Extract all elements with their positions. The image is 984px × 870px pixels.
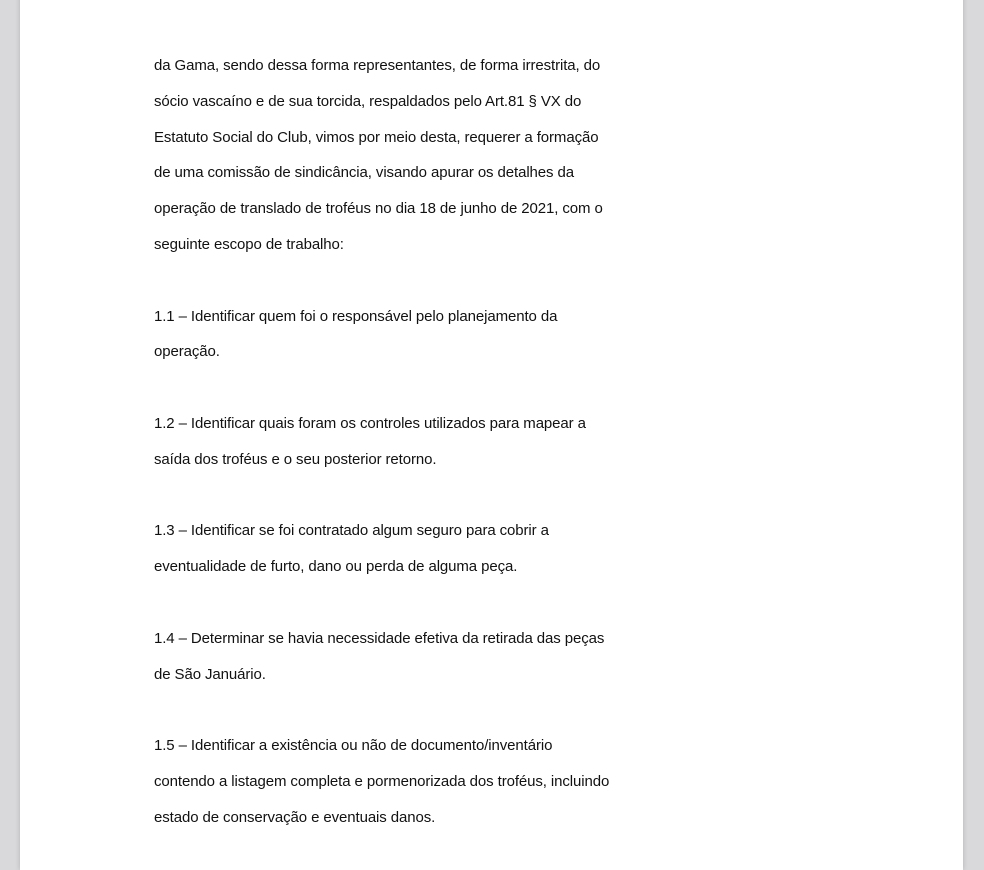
paragraph-spacer <box>154 482 714 518</box>
text-line: eventualidade de furto, dano ou perda de alguma peça. <box>154 558 518 576</box>
text-line: saída dos troféus e o seu posterior retorno. <box>154 450 437 468</box>
scope-item-1-1 <box>154 303 714 375</box>
text-line: 1.3 – Identificar se foi contratado algum seguro para cobrir a <box>154 522 549 540</box>
scope-item-1-2 <box>154 410 714 482</box>
text-line: operação de translado de troféus no dia 18 de junho de 2021, com o <box>154 200 603 218</box>
scope-item-1-4 <box>154 625 714 697</box>
text-line: Estatuto Social do Club, vimos por meio desta, requerer a formação <box>154 128 599 146</box>
scope-item-1-5 <box>154 732 714 839</box>
text-line: contendo a listagem completa e pormenorizada dos troféus, incluindo <box>154 772 610 790</box>
intro-paragraph <box>154 52 714 267</box>
text-line: 1.5 – Identificar a existência ou não de documento/inventário <box>154 737 553 755</box>
text-line: 1.2 – Identificar quais foram os controles utilizados para mapear a <box>154 414 586 432</box>
paragraph-spacer <box>154 267 714 303</box>
text-line: estado de conservação e eventuais danos. <box>154 808 436 826</box>
document-page <box>20 0 963 870</box>
paragraph-spacer <box>154 696 714 732</box>
text-line: de São Januário. <box>154 665 266 683</box>
document-body <box>154 52 714 840</box>
paragraph-spacer <box>154 374 714 410</box>
text-line: seguinte escopo de trabalho: <box>154 235 344 253</box>
paragraph-spacer <box>154 589 714 625</box>
text-line: 1.4 – Determinar se havia necessidade efetiva da retirada das peças <box>154 629 605 647</box>
text-line: da Gama, sendo dessa forma representantes, de forma irrestrita, do <box>154 57 601 74</box>
scope-item-1-3 <box>154 517 714 589</box>
text-line: operação. <box>154 343 220 361</box>
text-line: sócio vascaíno e de sua torcida, respaldados pelo Art.81 § VX do <box>154 92 582 110</box>
text-line: de uma comissão de sindicância, visando apurar os detalhes da <box>154 164 574 182</box>
text-line: 1.1 – Identificar quem foi o responsável pelo planejamento da <box>154 307 558 325</box>
